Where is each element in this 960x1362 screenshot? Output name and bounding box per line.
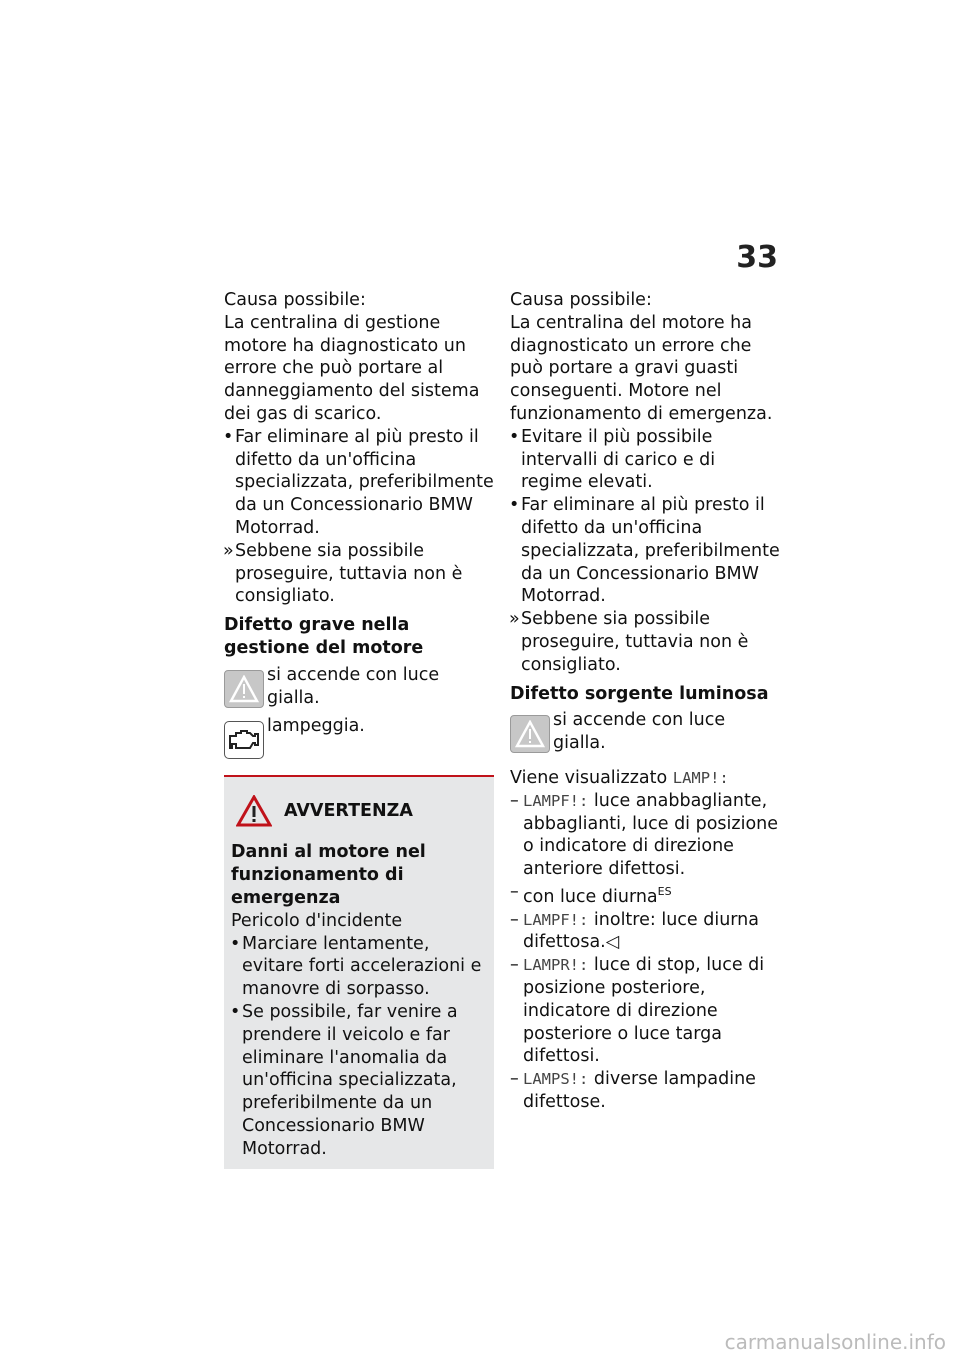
lamp-row: [224, 715, 494, 759]
item-code: LAMPS!:: [523, 1070, 589, 1089]
item-text: luce anabbagliante, abbaglianti, luce di posizione o indicatore di direzione anteriore difettosi.: [523, 790, 779, 880]
result-item: [224, 540, 494, 608]
bullet-dot-icon: •: [509, 495, 520, 516]
list-item: [510, 790, 782, 881]
warning-triangle-icon: [510, 715, 550, 753]
bullet-dot-icon: •: [223, 426, 234, 447]
cause-text: La centralina di gestione motore ha diagnosticato un errore che può portare al danneggiamento del sistema dei gas di scarico.: [224, 312, 480, 424]
warning-risk: Pericolo d'incidente: [231, 910, 403, 931]
dash-icon: –: [510, 909, 519, 930]
warning-header: [231, 795, 488, 827]
dash-icon: –: [510, 790, 519, 811]
item-text: luce di stop, luce di posizione posteriore, indicatore di direzione posteriore o luce targa difettosi.: [523, 955, 765, 1067]
display-code: LAMP!:: [672, 768, 729, 787]
warning-triangle-icon: [236, 795, 272, 827]
result-text: Sebbene sia possibile proseguire, tuttavia non è consigliato.: [521, 609, 749, 675]
bullet-text: Far eliminare al più presto il difetto da un'officina specializzata, preferibilmente da un Concessionario BMW Motorrad.: [235, 426, 494, 538]
bullet-dot-icon: •: [230, 933, 241, 954]
lamp-row: [510, 709, 782, 755]
display-prefix: Viene visualizzato: [510, 767, 668, 788]
item-text: con luce diurna: [523, 886, 658, 907]
list-item: [510, 909, 782, 955]
warning-subtitle: Danni al motore nel funzionamento di emergenza: [231, 842, 426, 908]
bullet-text: Far eliminare al più presto il difetto da un'officina specializzata, preferibilmente da un Concessionario BMW Motorrad.: [521, 495, 780, 607]
item-text: inoltre: luce diurna difettosa.◁: [523, 909, 759, 953]
list-item: [510, 881, 782, 909]
item-text: diverse lampadine difettose.: [523, 1069, 756, 1112]
bullet-item: [224, 426, 494, 540]
bullet-item: [510, 426, 782, 494]
result-item: [510, 608, 782, 676]
lamp-row: [224, 664, 494, 710]
list-item: [510, 954, 782, 1068]
lamp-text: si accende con luce gialla.: [267, 664, 440, 708]
left-column: [224, 289, 494, 1169]
lamp-text: si accende con luce gialla.: [553, 710, 726, 754]
bullet-text: Evitare il più possibile intervalli di carico e di regime elevati.: [521, 426, 716, 493]
item-code: LAMPF!:: [523, 910, 589, 929]
cause-title: Causa possibile:: [510, 290, 652, 310]
bullet-dot-icon: •: [509, 426, 520, 447]
item-code: LAMPF!:: [523, 791, 589, 810]
section-heading: Difetto sorgente luminosa: [510, 683, 769, 704]
list-item: [510, 1068, 782, 1114]
item-sup: ES: [657, 884, 672, 898]
result-arrow-icon: »: [509, 609, 520, 630]
display-line: [510, 767, 782, 790]
item-code: LAMPR!:: [523, 956, 589, 975]
cause-text: La centralina del motore ha diagnosticato un errore che può portare a gravi guasti conseguenti. Motore nel funzionamento di emergenza.: [510, 312, 773, 424]
engine-icon: [224, 721, 264, 759]
right-column: [510, 289, 782, 1114]
result-arrow-icon: »: [223, 540, 234, 561]
lamp-text: lampeggia.: [267, 716, 365, 737]
warning-item: [231, 1001, 488, 1161]
section-heading: Difetto grave nella gestione del motore: [224, 615, 424, 658]
page-number: 33: [736, 240, 778, 275]
warning-title: AVVERTENZA: [284, 800, 413, 821]
result-text: Sebbene sia possibile proseguire, tuttavia non è consigliato.: [235, 540, 463, 607]
cause-title: Causa possibile:: [224, 290, 366, 310]
warning-item: [231, 933, 488, 1001]
bullet-item: [510, 494, 782, 608]
warning-triangle-icon: [224, 670, 264, 708]
dash-icon: –: [510, 1069, 519, 1090]
bullet-dot-icon: •: [230, 1001, 241, 1022]
dash-icon: –: [510, 955, 519, 976]
footer-watermark: carmanualsonline.info: [724, 1330, 946, 1354]
dash-icon: –: [510, 881, 519, 902]
warning-item-text: Marciare lentamente, evitare forti accelerazioni e manovre di sorpasso.: [242, 933, 482, 1000]
warning-item-text: Se possibile, far venire a prendere il veicolo e far eliminare l'anomalia da un'officina specializzata, preferibilmente da un Concessionario BMW Motorrad.: [242, 1001, 458, 1159]
warning-panel: [224, 775, 494, 1168]
